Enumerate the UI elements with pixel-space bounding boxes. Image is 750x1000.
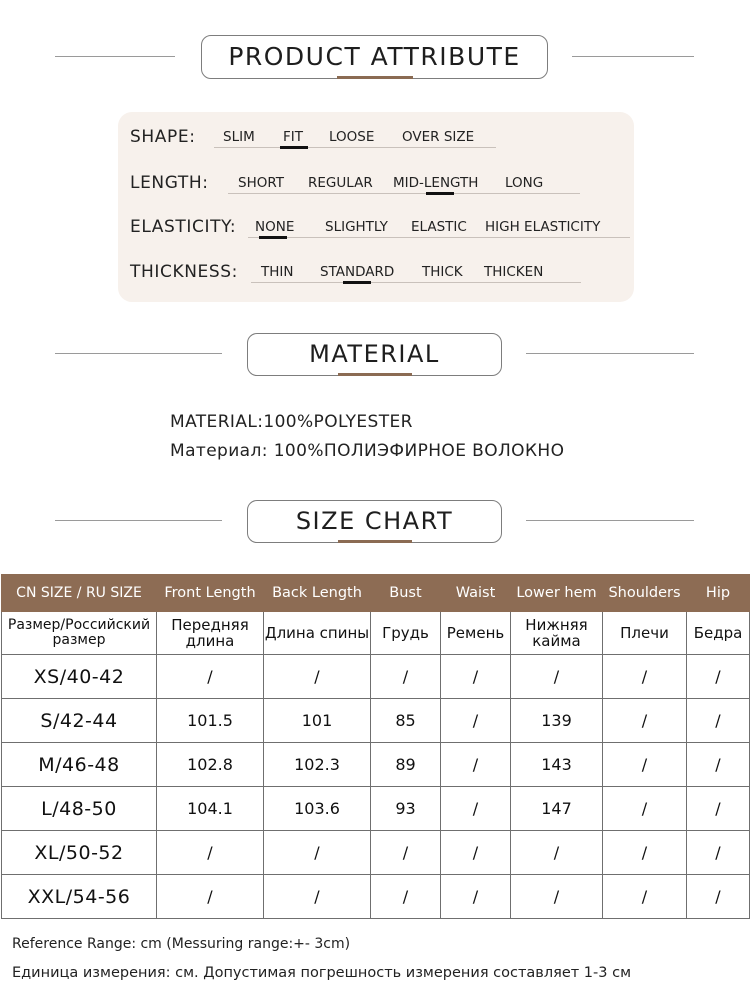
column-header: Hip (687, 575, 750, 612)
divider-right (526, 520, 694, 521)
divider-right (526, 353, 694, 354)
attr-option: THICKEN (484, 264, 544, 280)
column-header: Shoulders (603, 575, 687, 612)
attr-option: ELASTIC (411, 219, 467, 235)
table-cell: / (441, 831, 511, 875)
table-cell: / (264, 655, 371, 699)
size-cell: XL/50-52 (2, 831, 157, 875)
table-cell: / (371, 875, 441, 919)
attr-label: ELASTICITY: (130, 217, 237, 237)
attribute-panel (118, 112, 634, 302)
size-cell: XS/40-42 (2, 655, 157, 699)
section-title-pill (247, 500, 502, 543)
table-cell: 89 (371, 743, 441, 787)
attr-option: THIN (261, 264, 294, 280)
table-cell: / (157, 655, 264, 699)
table-cell: 104.1 (157, 787, 264, 831)
section-title: MATERIAL (309, 340, 440, 368)
ru-column-header: Нижняя кайма (511, 612, 603, 655)
table-row (2, 831, 750, 875)
attr-option-selected: NONE (255, 219, 295, 235)
attr-row-line (251, 282, 581, 283)
ru-column-header: Бедра (687, 612, 750, 655)
attr-option: HIGH ELASTICITY (485, 219, 601, 235)
attr-row-line (248, 237, 630, 238)
table-cell: 103.6 (264, 787, 371, 831)
table-cell: 102.3 (264, 743, 371, 787)
title-underbar (338, 373, 412, 376)
table-row (2, 787, 750, 831)
table-cell: 143 (511, 743, 603, 787)
table-cell: / (157, 875, 264, 919)
attr-option: REGULAR (308, 175, 373, 191)
table-cell: / (603, 699, 687, 743)
table-cell: / (264, 831, 371, 875)
table-cell: / (603, 655, 687, 699)
divider-left (55, 520, 222, 521)
section-title: SIZE CHART (295, 507, 454, 535)
reference-note-en: Reference Range: cm (Messuring range:+- 3cm) (12, 936, 351, 952)
attr-option: SLIGHTLY (325, 219, 388, 235)
table-cell: / (511, 831, 603, 875)
table-cell: / (603, 831, 687, 875)
table-cell: 147 (511, 787, 603, 831)
table-cell: / (441, 875, 511, 919)
table-cell: 101.5 (157, 699, 264, 743)
material-ru: Материал: 100%ПОЛИЭФИРНОЕ ВОЛОКНО (170, 441, 565, 461)
ru-column-header: Плечи (603, 612, 687, 655)
table-cell: / (687, 787, 750, 831)
table-cell: / (603, 787, 687, 831)
table-cell: / (511, 875, 603, 919)
table-cell: 101 (264, 699, 371, 743)
attr-row-shape (130, 127, 630, 157)
attr-option: OVER SIZE (402, 129, 475, 145)
table-cell: / (603, 743, 687, 787)
attr-row-line (214, 147, 496, 148)
ru-column-header: Ремень (441, 612, 511, 655)
title-underbar (338, 540, 412, 543)
attr-label: SHAPE: (130, 127, 196, 147)
table-header-row (2, 575, 750, 612)
attr-row-thickness (130, 262, 630, 292)
selected-marker (343, 281, 371, 284)
title-underbar (337, 76, 413, 79)
divider-left (55, 353, 222, 354)
attr-option: THICK (422, 264, 463, 280)
table-cell: / (687, 875, 750, 919)
table-cell: 139 (511, 699, 603, 743)
selected-marker (280, 146, 308, 149)
size-chart-table (1, 574, 750, 919)
table-cell: / (371, 655, 441, 699)
column-header: Bust (371, 575, 441, 612)
size-cell: S/42-44 (2, 699, 157, 743)
attr-row-length (130, 173, 630, 203)
table-cell: / (603, 875, 687, 919)
attr-option: SLIM (223, 129, 255, 145)
ru-column-header: Грудь (371, 612, 441, 655)
table-cell: / (687, 699, 750, 743)
table-cell: / (511, 655, 603, 699)
attr-option-selected: FIT (283, 129, 303, 145)
attr-label: LENGTH: (130, 173, 209, 193)
table-cell: 102.8 (157, 743, 264, 787)
divider-left (55, 56, 175, 57)
attr-row-line (228, 193, 580, 194)
attr-row-elasticity (130, 217, 630, 247)
column-header: Front Length (157, 575, 264, 612)
section-title: PRODUCT ATTRIBUTE (228, 42, 521, 71)
ru-column-header: Размер/Российский размер (2, 612, 157, 655)
size-cell: XXL/54-56 (2, 875, 157, 919)
section-title-pill (247, 333, 502, 376)
attr-option: LOOSE (329, 129, 375, 145)
size-cell: L/48-50 (2, 787, 157, 831)
table-row (2, 655, 750, 699)
ru-column-header: Передняя длина (157, 612, 264, 655)
table-cell: / (687, 655, 750, 699)
ru-header-row (2, 612, 750, 655)
column-header: Waist (441, 575, 511, 612)
selected-marker (259, 236, 287, 239)
column-header: Lower hem (511, 575, 603, 612)
attr-option-selected: STANDARD (320, 264, 395, 280)
attr-option-selected: MID-LENGTH (393, 175, 479, 191)
size-cell: M/46-48 (2, 743, 157, 787)
table-cell: / (441, 655, 511, 699)
table-cell: / (441, 699, 511, 743)
table-cell: 85 (371, 699, 441, 743)
divider-right (572, 56, 694, 57)
column-header: CN SIZE / RU SIZE (2, 575, 157, 612)
table-cell: / (687, 831, 750, 875)
table-cell: / (264, 875, 371, 919)
table-cell: / (441, 743, 511, 787)
selected-marker (426, 192, 454, 195)
attr-label: THICKNESS: (130, 262, 238, 282)
table-cell: / (687, 743, 750, 787)
table-cell: / (441, 787, 511, 831)
material-en: MATERIAL:100%POLYESTER (170, 412, 413, 432)
table-row (2, 743, 750, 787)
table-cell: 93 (371, 787, 441, 831)
section-title-pill (201, 35, 548, 79)
table-cell: / (157, 831, 264, 875)
attr-option: SHORT (238, 175, 284, 191)
column-header: Back Length (264, 575, 371, 612)
table-cell: / (371, 831, 441, 875)
attr-option: LONG (505, 175, 544, 191)
reference-note-ru: Единица измерения: см. Допустимая погрешность измерения составляет 1-3 см (12, 965, 632, 981)
table-row (2, 875, 750, 919)
table-row (2, 699, 750, 743)
ru-column-header: Длина спины (264, 612, 371, 655)
